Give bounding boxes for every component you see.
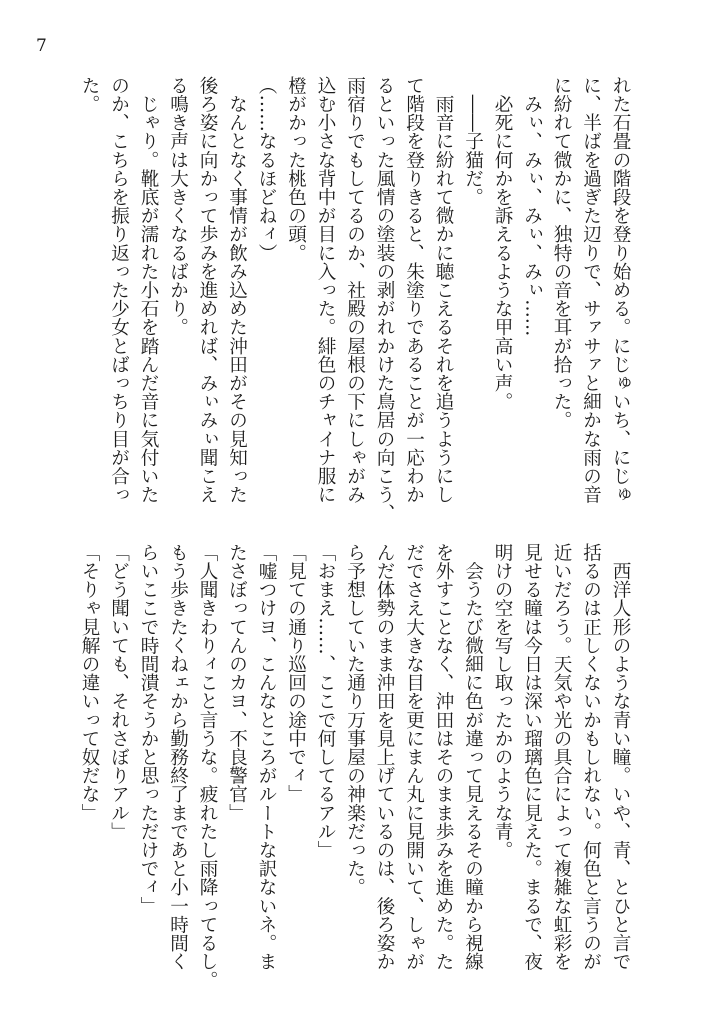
text-column: 会うたび微細に色が違って見えるその瞳から視線 [462, 543, 484, 971]
text-column: 必死に何かを訴えるような甲高い声。 [492, 76, 513, 411]
text-column: 「おまえ……、ここで何してるアル」 [315, 543, 336, 860]
text-column: 込む小さな背中が目に入った。緋色のチャイナ服に [315, 76, 336, 504]
text-column: だでさえ大きな目を更にまん丸に見開いて、しゃが [403, 543, 425, 971]
text-column: 「そりゃ見解の違いって奴だな」 [79, 543, 100, 822]
text-column: るといった風情の塗装の剥がれかけた鳥居の向こう、 [374, 76, 395, 523]
text-column: 括るのは正しくないかもしれない。何色と言うのが [580, 543, 602, 971]
text-column: んだ体勢のまま沖田を見上げているのは、後ろ姿か [374, 543, 395, 971]
text-column: 西洋人形のような青い瞳。いや、青、とひと言で [610, 543, 631, 971]
text-column: ――子猫だ。 [462, 76, 484, 207]
text-column: 見せる瞳は今日は深い瑠璃色に見えた。まるで、夜 [521, 543, 543, 971]
text-column: みぃ、みぃ、みぃ、みぃ…… [521, 76, 543, 337]
text-column: 「人聞きわりィこと言うな。疲れたし雨降ってるし。 [197, 543, 218, 990]
text-column: 「見ての通り巡回の途中でィ」 [285, 543, 307, 804]
text-column: に、半ばを過ぎた辺りで、サァサァと細かな雨の音 [580, 76, 602, 504]
text-column: もう歩きたくねェから勤務終了まであと小一時間く [167, 543, 189, 971]
text-column: たさぼってんのカヨ、不良警官」 [226, 543, 248, 822]
text-column: る鳴き声は大きくなるばかり。 [167, 76, 189, 337]
lower-text-block [75, 543, 636, 990]
text-column: た。 [79, 76, 100, 114]
text-column: 雨音に紛れて微かに聴こえるそれを追うようにし [433, 76, 454, 504]
upper-text-block [75, 76, 636, 523]
text-column: に紛れて微かに、独特の音を耳が拾った。 [551, 76, 572, 430]
page-number: 7 [36, 36, 47, 56]
text-column: 後ろ姿に向かって歩みを進めれば、みぃみぃ聞こえ [197, 76, 218, 504]
text-column: 「嘘つけヨ、こんなところがルートな訳ないネ。ま [256, 543, 277, 971]
text-column: 橙がかった桃色の頭。 [285, 76, 307, 262]
text-column: を外すことなく、沖田はそのまま歩みを進めた。た [433, 543, 454, 971]
text-column: 雨宿りでもしてるのか、社殿の屋根の下にしゃがみ [344, 76, 366, 504]
text-column: ら予想していた通り万事屋の神楽だった。 [344, 543, 366, 897]
text-column: て階段を登りきると、朱塗りであることが一応わか [403, 76, 425, 504]
text-column: 明けの空を写し取ったかのような青。 [492, 543, 513, 860]
text-column: なんとなく事情が飲み込めた沖田がその見知った [226, 76, 248, 504]
text-column: 近いだろう。天気や光の具合によって複雑な虹彩を [551, 543, 572, 971]
text-column: じゃり。靴底が濡れた小石を踏んだ音に気付いた [138, 76, 159, 504]
text-column: 「どう聞いても、それさぼりアル」 [108, 543, 130, 841]
text-column: のか、こちらを振り返った少女とばっちり目が合っ [108, 76, 130, 504]
text-column: れた石畳の階段を登り始める。にじゅいち、にじゅ [610, 76, 631, 504]
text-column: （……なるほどねィ） [256, 76, 277, 262]
text-column: らいここで時間潰そうかと思っただけでィ」 [138, 543, 159, 915]
